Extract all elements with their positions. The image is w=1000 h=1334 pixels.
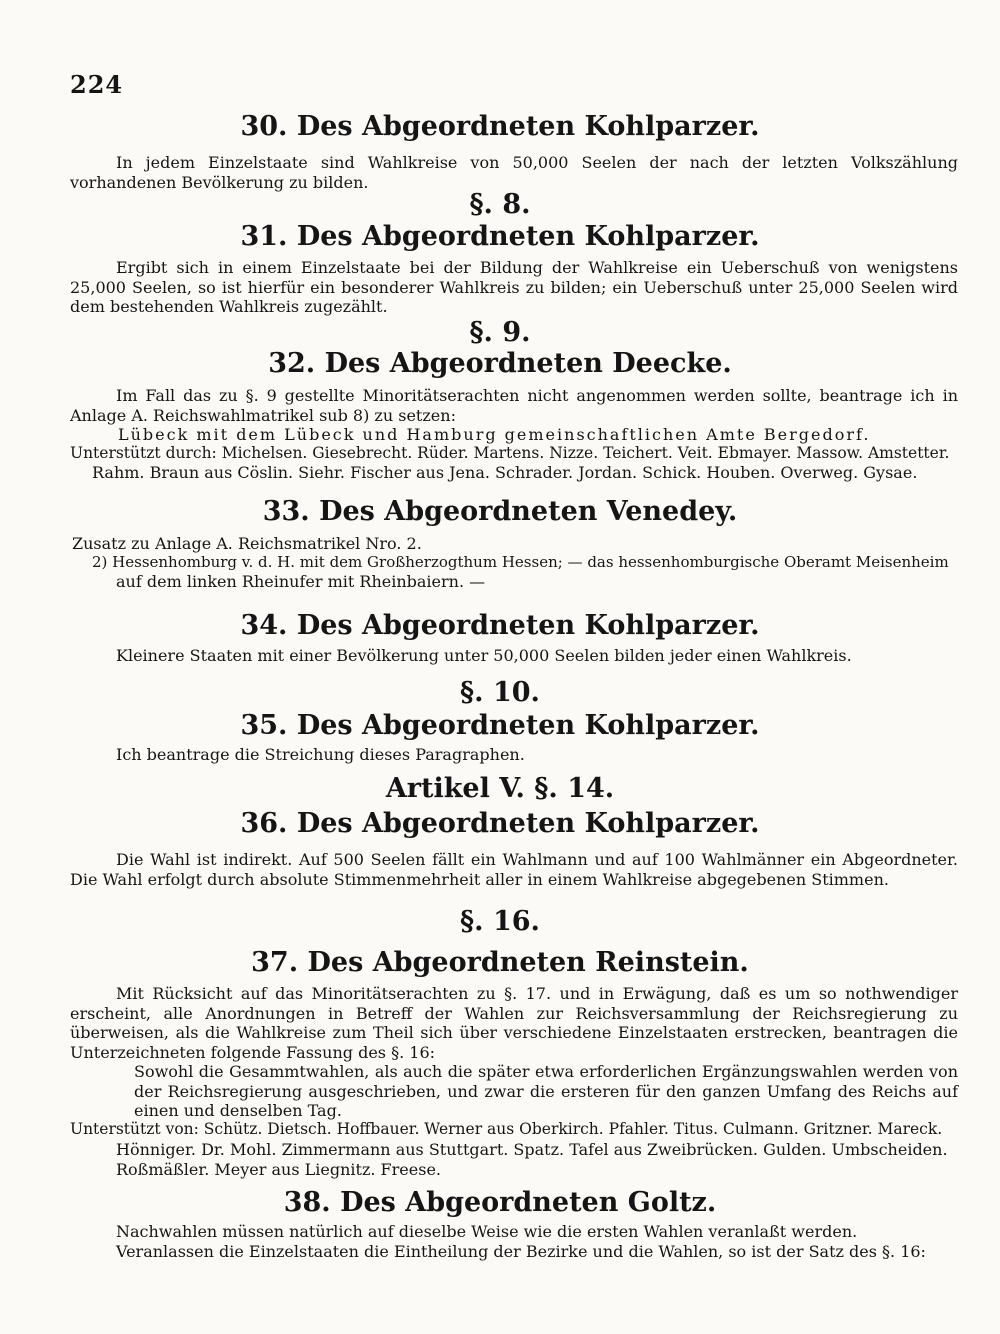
text-motion-33-intro: Zusatz zu Anlage A. Reichsmatrikel Nro. 2. [72,534,422,553]
heading-motion-31: 31. Des Abgeordneten Kohlparzer. [240,221,760,252]
heading-motion-33: 33. Des Abgeordneten Venedey. [262,496,738,527]
heading-motion-35: 35. Des Abgeordneten Kohlparzer. [240,710,760,741]
page-number: 224 [70,70,124,99]
text-motion-37: Mit Rücksicht auf das Minoritätserachten zu §. 17. und in Erwägung, daß es um so nothwendiger erscheint, alle Anordnungen in Betreff der Wahlen zur Reichsversammlung der Reichsregierung zu überweisen, als die Wahlkreise zum Theil sich über verschiedene Einzelstaaten erstrecken, beantragen die Unterzeichneten folgende Fassung des §. 16: [70,984,958,1062]
quote-motion-32: Lübeck mit dem Lübeck und Hamburg gemeinschaftlichen Amte Bergedorf. [118,425,871,444]
heading-motion-34: 34. Des Abgeordneten Kohlparzer. [240,610,760,641]
text-motion-30: In jedem Einzelstaate sind Wahlkreise von 50,000 Seelen der nach der letzten Volkszählung vorhandenen Bevölkerung zu bilden. [70,153,958,192]
supporters-motion-37-line1: Unterstützt von: Schütz. Dietsch. Hoffbauer. Werner aus Oberkirch. Pfahler. Titus. Culmann. Gritzner. Mareck. [70,1120,943,1138]
heading-motion-36: 36. Des Abgeordneten Kohlparzer. [240,808,760,839]
heading-motion-32: 32. Des Abgeordneten Deecke. [268,348,732,379]
section-9-heading: §. 9. [469,317,531,348]
text-motion-31: Ergibt sich in einem Einzelstaate bei der Bildung der Wahlkreise ein Ueberschuß von wenigstens 25,000 Seelen, so ist hierfür ein besonderer Wahlkreis zu bilden; ein Ueberschuß unter 25,000 Seelen wird dem bestehenden Wahlkreis zugezählt. [70,258,958,316]
heading-motion-30: 30. Des Abgeordneten Kohlparzer. [240,111,760,142]
supporters-motion-37-line2: Hönniger. Dr. Mohl. Zimmermann aus Stuttgart. Spatz. Tafel aus Zweibrücken. Gulden. Umbscheiden. [116,1140,948,1159]
text-motion-33-item-line1: 2) Hessenhomburg v. d. H. mit dem Großherzogthum Hessen; — das hessenhomburgische Oberamt Meisenheim [92,553,949,571]
text-motion-34: Kleinere Staaten mit einer Bevölkerung unter 50,000 Seelen bilden jeder einen Wahlkreis. [116,646,852,665]
text-motion-35: Ich beantrage die Streichung dieses Paragraphen. [116,745,525,764]
section-16-heading: §. 16. [460,906,540,937]
text-motion-36: Die Wahl ist indirekt. Auf 500 Seelen fällt ein Wahlmann und auf 100 Wahlmänner ein Abgeordneter. Die Wahl erfolgt durch absolute Stimmenmehrheit aller in einem Wahlkreise abgegebenen Stimmen. [70,850,958,889]
text-motion-32: Im Fall das zu §. 9 gestellte Minoritätserachten nicht angenommen werden sollte, beantrage ich in Anlage A. Reichswahlmatrikel sub 8) zu setzen: [70,386,958,425]
quote-motion-37: Sowohl die Gesammtwahlen, als auch die später etwa erforderlichen Ergänzungswahlen werden von der Reichsregierung ausgeschrieben, und zwar die ersteren für den ganzen Umfang des Reichs auf einen und denselben Tag. [134,1062,958,1120]
text-motion-38-line2: Veranlassen die Einzelstaaten die Eintheilung der Bezirke und die Wahlen, so ist der Satz des §. 16: [116,1242,926,1261]
text-motion-38-line1: Nachwahlen müssen natürlich auf dieselbe Weise wie die ersten Wahlen veranlaßt werden. [116,1222,858,1241]
supporters-motion-32-line2: Rahm. Braun aus Cöslin. Siehr. Fischer aus Jena. Schrader. Jordan. Schick. Houben. Overweg. Gysae. [92,463,918,482]
heading-motion-38: 38. Des Abgeordneten Goltz. [283,1187,717,1218]
supporters-motion-32-line1: Unterstützt durch: Michelsen. Giesebrecht. Rüder. Martens. Nizze. Teichert. Veit. Ebmayer. Massow. Amstetter. [70,444,950,462]
section-8-heading: §. 8. [469,189,531,220]
article-5-heading: Artikel V. §. 14. [385,773,615,804]
heading-motion-37: 37. Des Abgeordneten Reinstein. [251,947,749,978]
section-10-heading: §. 10. [460,677,540,708]
text-motion-33-item-line2: auf dem linken Rheinufer mit Rheinbaiern. — [116,572,486,591]
supporters-motion-37-line3: Roßmäßler. Meyer aus Liegnitz. Freese. [116,1160,442,1179]
